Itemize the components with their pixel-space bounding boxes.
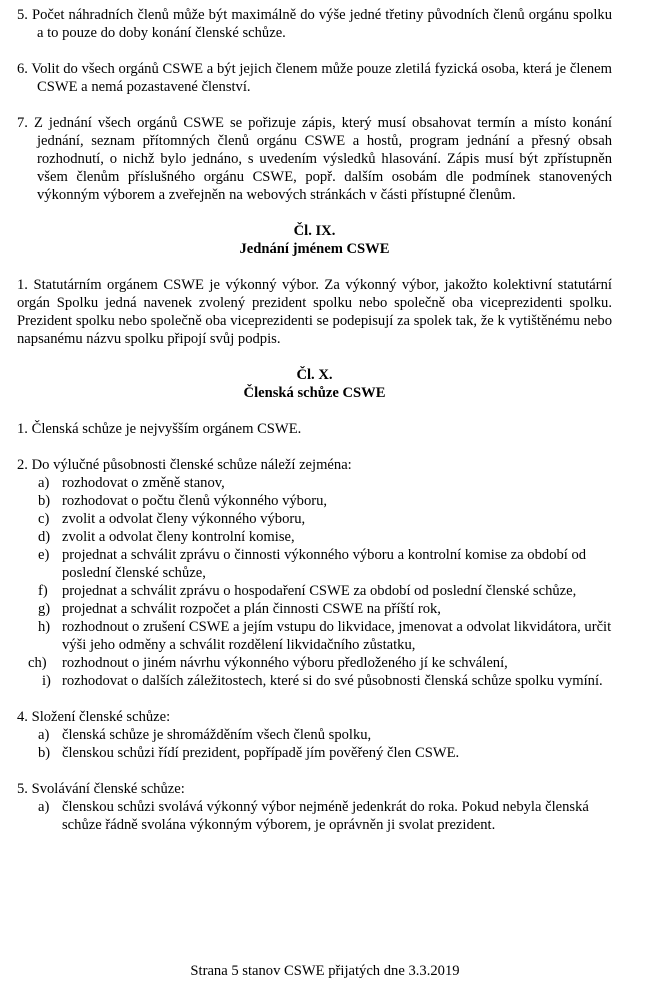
article-10-paragraph-1: 1. Členská schůze je nejvyšším orgánem CSWE.: [17, 421, 302, 437]
list-item: [17, 672, 612, 690]
list-item: [17, 798, 612, 834]
list-item-text: projednat a schválit zprávu o činnosti výkonného výboru a kontrolní komise za období od poslední členské schůze,: [62, 547, 587, 581]
article-10-number: Čl. X.: [296, 367, 333, 383]
list-item-text: rozhodnout o zrušení CSWE a jejím vstupu do likvidace, jmenovat a odvolat likvidátora, určit výši jeho odměny a schválit rozdělení likvidačního zůstatku,: [62, 619, 612, 653]
article-10-paragraph-2-list: [17, 474, 612, 690]
list-item-text: rozhodovat o počtu členů výkonného výboru,: [62, 493, 328, 509]
list-item-label: e): [38, 547, 50, 563]
page-footer: Strana 5 stanov CSWE přijatých dne 3.3.2019: [190, 963, 460, 979]
list-item-text: rozhodovat o změně stanov,: [62, 475, 225, 491]
article-10-paragraph-4-list: [17, 726, 612, 762]
list-item: [17, 744, 612, 762]
article-10-title: Členská schůze CSWE: [243, 385, 386, 401]
list-item: [17, 618, 612, 654]
article-10-paragraph-4: 4. Složení členské schůze:: [17, 709, 171, 725]
list-item-label: f): [38, 583, 48, 599]
list-item-text: projednat a schválit zprávu o hospodaření CSWE za období od poslední členské schůze,: [62, 583, 577, 599]
article-10-paragraph-5: 5. Svolávání členské schůze:: [17, 781, 185, 797]
article-10-paragraph-2: 2. Do výlučné působnosti členské schůze náleží zejména:: [17, 457, 352, 473]
list-item-label: b): [38, 745, 51, 761]
list-item: [17, 510, 612, 528]
list-item-label: h): [38, 619, 51, 635]
list-item-label: a): [38, 475, 50, 491]
list-item-text: rozhodovat o dalších záležitostech, které si do své působnosti členská schůze spolku vymíní.: [62, 673, 603, 689]
list-item-text: projednat a schválit rozpočet a plán činnosti CSWE na příští rok,: [62, 601, 441, 617]
list-item-label: c): [38, 511, 50, 527]
list-item: [17, 600, 612, 618]
list-item: [17, 528, 612, 546]
list-item-label: ch): [28, 655, 47, 671]
list-item: [17, 582, 612, 600]
list-item-label: a): [38, 799, 50, 815]
list-item-label: d): [38, 529, 51, 545]
list-item-text: rozhodnout o jiném návrhu výkonného výboru předloženého jí ke schválení,: [62, 655, 508, 671]
list-item: [17, 654, 612, 672]
paragraph-5: 5. Počet náhradních členů může být maximálně do výše jedné třetiny původních členů orgánu spolku a to pouze do doby konání členské schůze.: [17, 7, 612, 41]
article-10-paragraph-5-list: [17, 798, 612, 834]
list-item-text: členská schůze je shromážděním všech členů spolku,: [62, 727, 372, 743]
list-item-label: g): [38, 601, 51, 617]
list-item-label: b): [38, 493, 51, 509]
list-item-label: a): [38, 727, 50, 743]
list-item-text: členskou schůzi svolává výkonný výbor nejméně jedenkrát do roka. Pokud nebyla členská schůze řádně svolána výkonným výborem, je oprávněn ji svolat prezident.: [62, 799, 589, 833]
list-item: [17, 546, 612, 582]
paragraph-7: 7. Z jednání všech orgánů CSWE se pořizuje zápis, který musí obsahovat termín a místo konání jednání, seznam přítomných členů orgánu CSWE a hostů, program jednání a přesný obsah rozhodnutí, o nichž bylo jednáno, s uvedením výsledků hlasování. Zápis musí být zpřístupněn všem členům příslušného orgánu CSWE, popř. dalším osobám dle podmínek stanovených výkonným výborem a zveřejněn na webových stránkách v části přístupné členům.: [17, 115, 612, 203]
list-item-text: zvolit a odvolat členy výkonného výboru,: [62, 511, 306, 527]
list-item: [17, 492, 612, 510]
article-9-number: Čl. IX.: [293, 223, 336, 239]
list-item: [17, 726, 612, 744]
list-item-label: i): [42, 673, 51, 689]
paragraph-6: 6. Volit do všech orgánů CSWE a být jejich členem může pouze zletilá fyzická osoba, která je členem CSWE a nemá pozastavené členství.: [17, 61, 612, 95]
article-9-paragraph-1: 1. Statutárním orgánem CSWE je výkonný výbor. Za výkonný výbor, jakožto kolektivní statutární orgán Spolku jedná navenek zvolený prezident spolku nebo společně oba viceprezidenti spolku. Prezident spolku nebo společně oba viceprezidenti se podepisují za spolek tak, že k vytištěnému nebo napsanému názvu spolku připojí svůj podpis.: [17, 277, 612, 347]
article-9-title: Jednání jménem CSWE: [239, 241, 390, 257]
list-item-text: zvolit a odvolat členy kontrolní komise,: [62, 529, 295, 545]
list-item: [17, 474, 612, 492]
list-item-text: členskou schůzi řídí prezident, popřípadě jím pověřený člen CSWE.: [62, 745, 460, 761]
